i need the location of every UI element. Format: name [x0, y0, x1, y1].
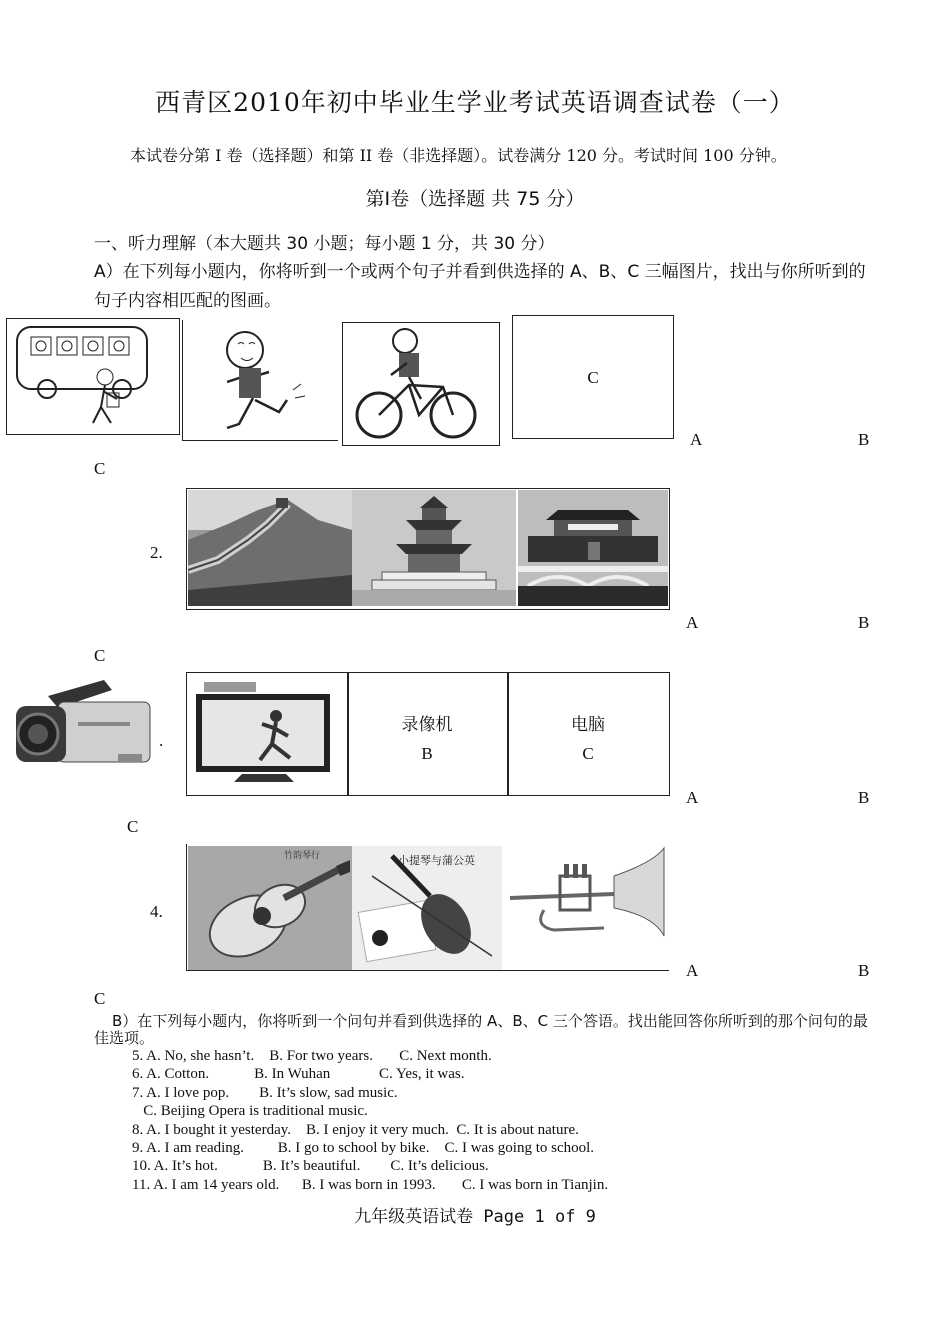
- q2-label-c: C: [94, 646, 106, 665]
- q3-cell-c-text: 电脑: [571, 715, 605, 735]
- q1-box-c: [512, 315, 674, 439]
- answer-options-list: [132, 1048, 608, 1195]
- q4-label-a: A: [686, 961, 699, 980]
- q3-tv-picture: [190, 678, 342, 790]
- option-line: 6. A. Cotton. B. In Wuhan C. Yes, it was.: [132, 1066, 465, 1083]
- q1-label-b: B: [858, 430, 870, 449]
- q4-number: 4.: [150, 902, 163, 921]
- option-line: 11. A. I am 14 years old. B. I was born in 1993. C. I was born in Tianjin.: [132, 1176, 609, 1193]
- option-line: 10. A. It’s hot. B. It’s beautiful. C. It’s delicious.: [132, 1158, 489, 1175]
- q2-temple-of-heaven-photo: [352, 490, 516, 606]
- q4-violin-caption: 小提琴与蒲公英: [398, 854, 475, 867]
- option-line: 7. A. I love pop. B. It’s slow, sad music.: [132, 1084, 398, 1101]
- q1-cycling-picture: [342, 322, 500, 446]
- q3-cell-c-letter: C: [582, 744, 594, 763]
- option-line: C. Beijing Opera is traditional music.: [132, 1103, 368, 1120]
- section-heading: 一、听力理解（本大题共 30 小题；每小题 1 分，共 30 分）: [94, 234, 555, 254]
- q3-number: .: [159, 731, 164, 750]
- page-title: 西青区2010年初中毕业生学业考试英语调查试卷（一）: [155, 88, 795, 117]
- q3-label-c: C: [127, 817, 139, 836]
- exam-intro: 本试卷分第 I 卷（选择题）和第 II 卷（非选择题）。试卷满分 120 分。考试时间 100 分钟。: [130, 146, 787, 165]
- instruction-a: A）在下列每小题内，你将听到一个或两个句子并看到供选择的 A、B、C 三幅图片，找出与你所听到的句子内容相匹配的图画。: [94, 262, 866, 311]
- q4-trumpet-photo: [504, 846, 668, 970]
- q2-number: 2.: [150, 543, 163, 562]
- q2-great-wall-photo: [188, 490, 352, 606]
- q3-camcorder-picture: [8, 676, 156, 788]
- q1-box-c-label: C: [587, 368, 599, 387]
- q4-guitar-caption: 竹韵琴行: [284, 851, 321, 861]
- q1-bus-picture: [6, 318, 180, 435]
- q1-label-c: C: [94, 459, 106, 478]
- part-title: 第Ⅰ卷（选择题 共 75 分）: [365, 188, 585, 210]
- q4-guitar-photo: [188, 846, 352, 970]
- q2-label-a: A: [686, 613, 699, 632]
- q3-cell-b-text: 录像机: [401, 715, 453, 735]
- q4-label-b: B: [858, 961, 870, 980]
- q2-label-b: B: [858, 613, 870, 632]
- option-line: 9. A. I am reading. B. I go to school by bike. C. I was going to school.: [132, 1139, 595, 1156]
- q2-tiananmen-photo: [518, 490, 668, 606]
- q4-violin-photo: [352, 846, 502, 970]
- q1-label-a: A: [690, 430, 703, 449]
- q3-label-a: A: [686, 788, 699, 807]
- q4-label-c: C: [94, 989, 106, 1008]
- instruction-b: B）在下列每小题内，你将听到一个问句并看到供选择的 A、B、C 三个答语。找出能回答你所听到的那个问句的最佳选项。: [94, 1012, 868, 1047]
- option-line: 5. A. No, she hasn’t. B. For two years. C. Next month.: [132, 1048, 492, 1064]
- q1-running-picture: [182, 320, 338, 441]
- q3-cell-b-letter: B: [421, 744, 433, 763]
- q3-label-b: B: [858, 788, 870, 807]
- option-line: 8. A. I bought it yesterday. B. I enjoy it very much. C. It is about nature.: [132, 1121, 579, 1138]
- page-footer: 九年级英语试卷 Page 1 of 9: [354, 1207, 596, 1227]
